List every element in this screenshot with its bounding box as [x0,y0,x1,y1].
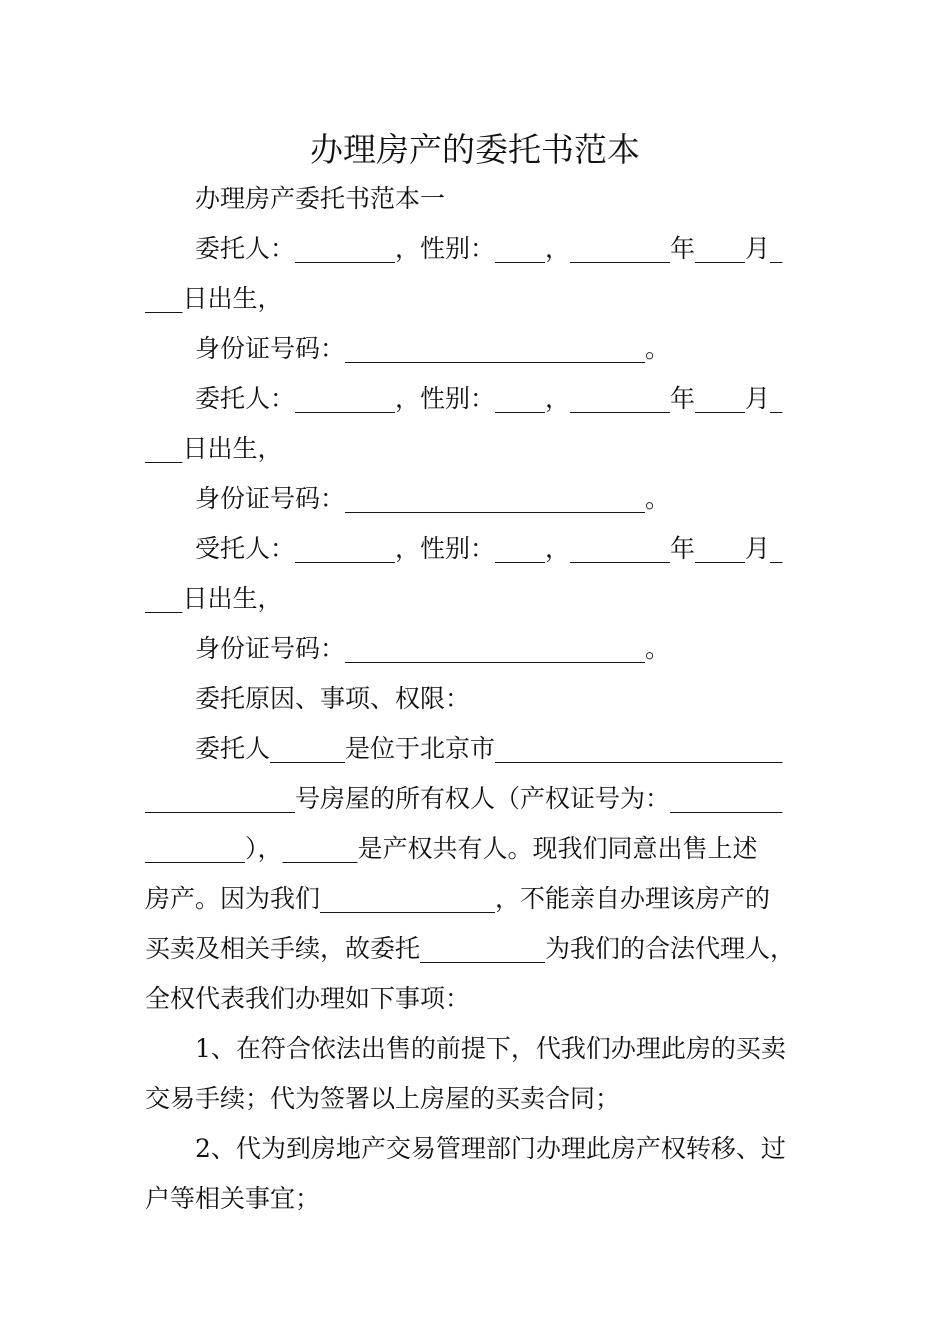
agent-line: 受托人：________，性别：____，________年____月_ [195,534,783,563]
principal-2-id-line: 身份证号码：________________________。 [195,484,671,513]
item-1-line-2: 交易手续；代为签署以上房屋的买卖合同； [145,1084,621,1113]
principal-1-line: 委托人：________，性别：____，________年____月_ [195,234,783,263]
agent-birth-line: ___日出生， [145,584,283,613]
body-line-6: 全权代表我们办理如下事项： [145,984,471,1013]
section-heading: 办理房产委托书范本一 [195,184,446,213]
item-2-line-1: 2、代为到房地产交易管理部门办理此房产权转移、过 [195,1134,786,1163]
body-line-3: ________），______是产权共有人。现我们同意出售上述 [145,834,758,863]
agent-id-line: 身份证号码：________________________。 [195,634,671,663]
principal-1-birth-line: ___日出生， [145,284,283,313]
principal-1-id-line: 身份证号码：________________________。 [195,334,671,363]
item-1-line-1: 1、在符合依法出售的前提下，代我们办理此房的买卖 [195,1034,786,1063]
principal-2-birth-line: ___日出生， [145,434,283,463]
document-title: 办理房产的委托书范本 [310,130,640,169]
body-line-2: ____________号房屋的所有权人（产权证号为：_________ [145,784,783,813]
item-2-line-2: 户等相关事宜； [145,1184,321,1213]
body-line-5: 买卖及相关手续，故委托__________为我们的合法代理人， [145,934,796,963]
body-line-1: 委托人______是位于北京市_______________________ [195,734,783,763]
principal-2-line: 委托人：________，性别：____，________年____月_ [195,384,783,413]
body-line-4: 房产。因为我们______________，不能亲自办理该房产的 [145,884,771,913]
reason-heading: 委托原因、事项、权限： [195,684,471,713]
